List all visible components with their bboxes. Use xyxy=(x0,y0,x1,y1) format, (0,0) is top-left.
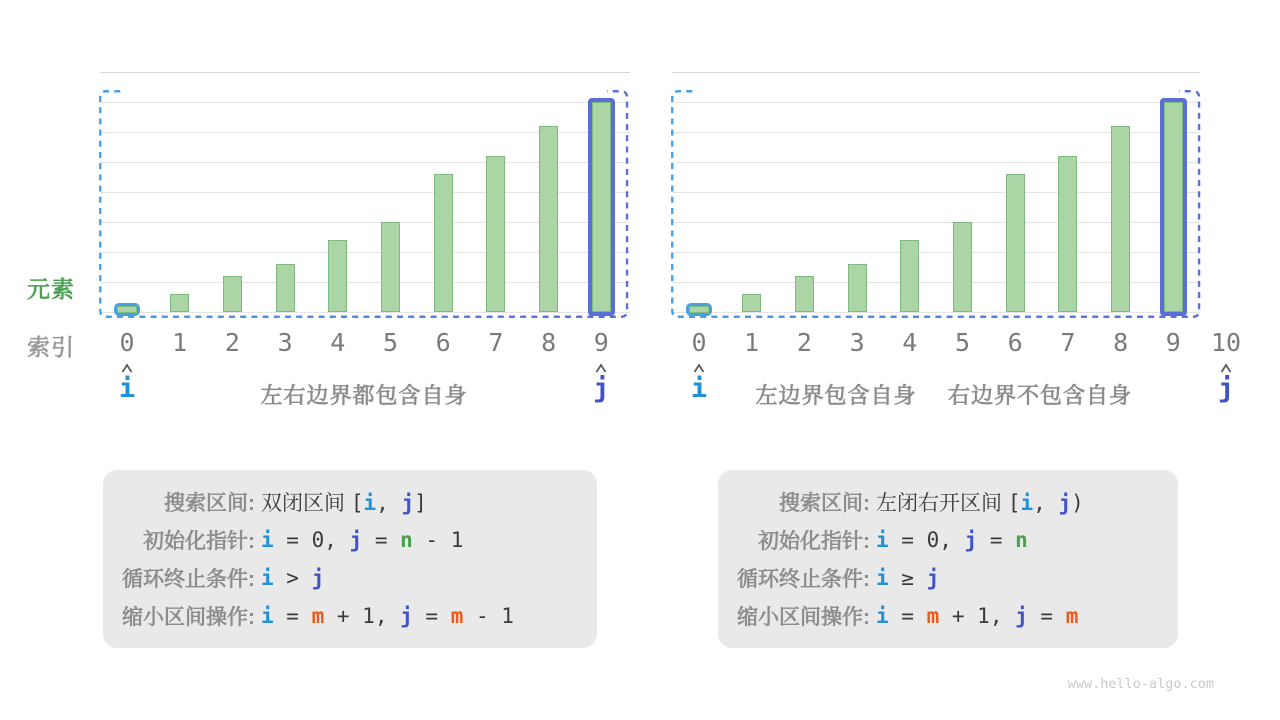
closed-interval-info-box xyxy=(103,470,597,648)
index-label: 10 xyxy=(1210,328,1242,357)
code-token: j xyxy=(349,527,363,552)
chart-half-open-interval xyxy=(672,72,1260,417)
pointer-i: i xyxy=(690,373,708,404)
info-row-label: 搜索区间: xyxy=(779,492,870,515)
code-token: , xyxy=(1033,491,1059,515)
code-token: - 1 xyxy=(463,603,514,628)
gridline xyxy=(672,72,1200,73)
bar xyxy=(848,264,867,312)
code-token: > xyxy=(273,565,312,590)
code-token: j xyxy=(311,565,325,590)
code-token: + 1, xyxy=(324,603,401,628)
gridline xyxy=(100,72,630,73)
index-label: 5 xyxy=(382,328,399,357)
code-token: i xyxy=(876,527,889,552)
watermark: www.hello-algo.com xyxy=(1067,676,1214,692)
highlighted-bar-i xyxy=(114,303,140,316)
bar xyxy=(434,174,453,312)
info-row-label: 初始化指针: xyxy=(758,530,870,553)
code-token: = xyxy=(362,527,401,552)
info-row-value xyxy=(261,487,427,517)
code-token: j xyxy=(964,527,978,552)
index-label: 4 xyxy=(902,328,918,357)
info-row-label: 搜索区间: xyxy=(164,492,255,515)
bar xyxy=(276,264,295,312)
code-token: = 0, xyxy=(888,527,965,552)
interval-annotation: 左边界包含自身 xyxy=(755,383,917,408)
bar xyxy=(381,222,400,312)
code-token: = 0, xyxy=(273,527,350,552)
code-token: = xyxy=(273,603,312,628)
code-token: = xyxy=(888,603,927,628)
info-row-value xyxy=(876,528,1028,553)
index-label: 3 xyxy=(277,328,293,357)
caret-up-icon xyxy=(120,361,134,372)
info-row-value xyxy=(261,528,463,553)
highlighted-bar-i xyxy=(686,303,712,316)
bar xyxy=(953,222,972,312)
plot-area xyxy=(100,72,690,312)
code-token: - 1 xyxy=(412,527,464,552)
info-row-value xyxy=(261,566,324,591)
info-row xyxy=(103,597,597,635)
code-token: j xyxy=(400,603,413,628)
code-token: 左闭右开区间 xyxy=(876,492,1008,515)
code-token: j xyxy=(926,565,940,590)
code-token: i xyxy=(261,603,274,628)
bar xyxy=(539,126,558,312)
index-label: 8 xyxy=(1113,328,1129,357)
bar xyxy=(223,276,242,312)
bar-fill xyxy=(592,102,611,312)
index-label: 2 xyxy=(796,328,812,357)
code-token: i xyxy=(876,565,889,590)
info-row-label: 缩小区间操作: xyxy=(737,606,870,629)
code-token: i xyxy=(1020,491,1034,515)
bar xyxy=(486,156,505,312)
index-label: 9 xyxy=(1165,328,1181,357)
pointer-j: j xyxy=(593,373,610,404)
code-token: n xyxy=(400,527,413,552)
info-row-label: 循环终止条件: xyxy=(737,568,870,591)
info-row-value xyxy=(876,487,1084,517)
code-token: [ xyxy=(350,491,364,515)
bar xyxy=(1111,126,1130,312)
code-token: = xyxy=(1027,603,1066,628)
half-open-interval-info-box xyxy=(718,470,1178,648)
info-row-value xyxy=(261,604,514,629)
bar xyxy=(1006,174,1025,312)
info-row xyxy=(718,597,1178,635)
bar-fill xyxy=(1164,102,1183,312)
interval-annotation: 左右边界都包含自身 xyxy=(260,383,468,408)
code-token: j xyxy=(401,491,415,515)
code-token: m xyxy=(311,603,325,628)
code-token: 双闭区间 xyxy=(261,492,351,515)
pointer-j: j xyxy=(1217,373,1235,404)
index-label: 7 xyxy=(488,328,504,357)
pointer-i: i xyxy=(118,373,136,404)
code-token: = xyxy=(977,527,1016,552)
index-label: 8 xyxy=(541,328,557,357)
code-token: ) xyxy=(1071,491,1084,515)
index-label: 6 xyxy=(1007,328,1023,357)
code-token: i xyxy=(876,603,889,628)
index-label: 1 xyxy=(172,328,188,357)
code-token: j xyxy=(1058,491,1072,515)
interval-annotation: 右边界不包含自身 xyxy=(947,383,1133,408)
bar xyxy=(170,294,189,312)
highlighted-bar-j xyxy=(1160,98,1187,316)
index-label: 1 xyxy=(744,328,760,357)
code-token: + 1, xyxy=(939,603,1016,628)
index-label: 0 xyxy=(691,328,707,357)
caret-up-icon xyxy=(594,361,608,372)
index-label: 6 xyxy=(435,328,451,357)
info-row-value xyxy=(876,604,1078,629)
info-row xyxy=(103,483,597,521)
bar-fill xyxy=(689,306,709,313)
info-row xyxy=(103,559,597,597)
info-row xyxy=(718,521,1178,559)
index-label: 2 xyxy=(224,328,240,357)
index-label: 4 xyxy=(330,328,346,357)
code-token: [ xyxy=(1007,491,1021,515)
code-token: m xyxy=(926,603,940,628)
bar xyxy=(742,294,761,312)
code-token: m xyxy=(450,603,464,628)
code-token: = xyxy=(412,603,451,628)
code-token: n xyxy=(1015,527,1028,552)
caret-up-icon xyxy=(692,361,706,372)
index-label: 3 xyxy=(849,328,865,357)
index-label: 0 xyxy=(119,328,135,357)
code-token: m xyxy=(1065,603,1079,628)
info-row xyxy=(718,483,1178,521)
bar xyxy=(795,276,814,312)
code-token: i xyxy=(363,491,377,515)
info-row-value xyxy=(876,566,939,591)
info-row-label: 缩小区间操作: xyxy=(122,606,255,629)
bar xyxy=(900,240,919,312)
info-row-label: 循环终止条件: xyxy=(122,568,255,591)
info-row-label: 初始化指针: xyxy=(143,530,255,553)
element-axis-label: 元素 xyxy=(27,276,75,302)
code-token: i xyxy=(261,527,274,552)
caret-up-icon xyxy=(1219,361,1233,372)
code-token: i xyxy=(261,565,274,590)
plot-area xyxy=(672,72,1260,312)
code-token: j xyxy=(1015,603,1028,628)
code-token: , xyxy=(376,491,402,515)
chart-closed-interval xyxy=(100,72,690,417)
info-row xyxy=(103,521,597,559)
highlighted-bar-j xyxy=(588,98,615,316)
bar xyxy=(1058,156,1077,312)
index-axis-label: 索引 xyxy=(27,334,75,360)
index-label: 9 xyxy=(593,328,609,357)
code-token: ] xyxy=(414,491,427,515)
index-label: 7 xyxy=(1060,328,1076,357)
index-label: 5 xyxy=(954,328,971,357)
code-token: ≥ xyxy=(888,565,927,590)
info-row xyxy=(718,559,1178,597)
bar-fill xyxy=(117,306,137,313)
bar xyxy=(328,240,347,312)
